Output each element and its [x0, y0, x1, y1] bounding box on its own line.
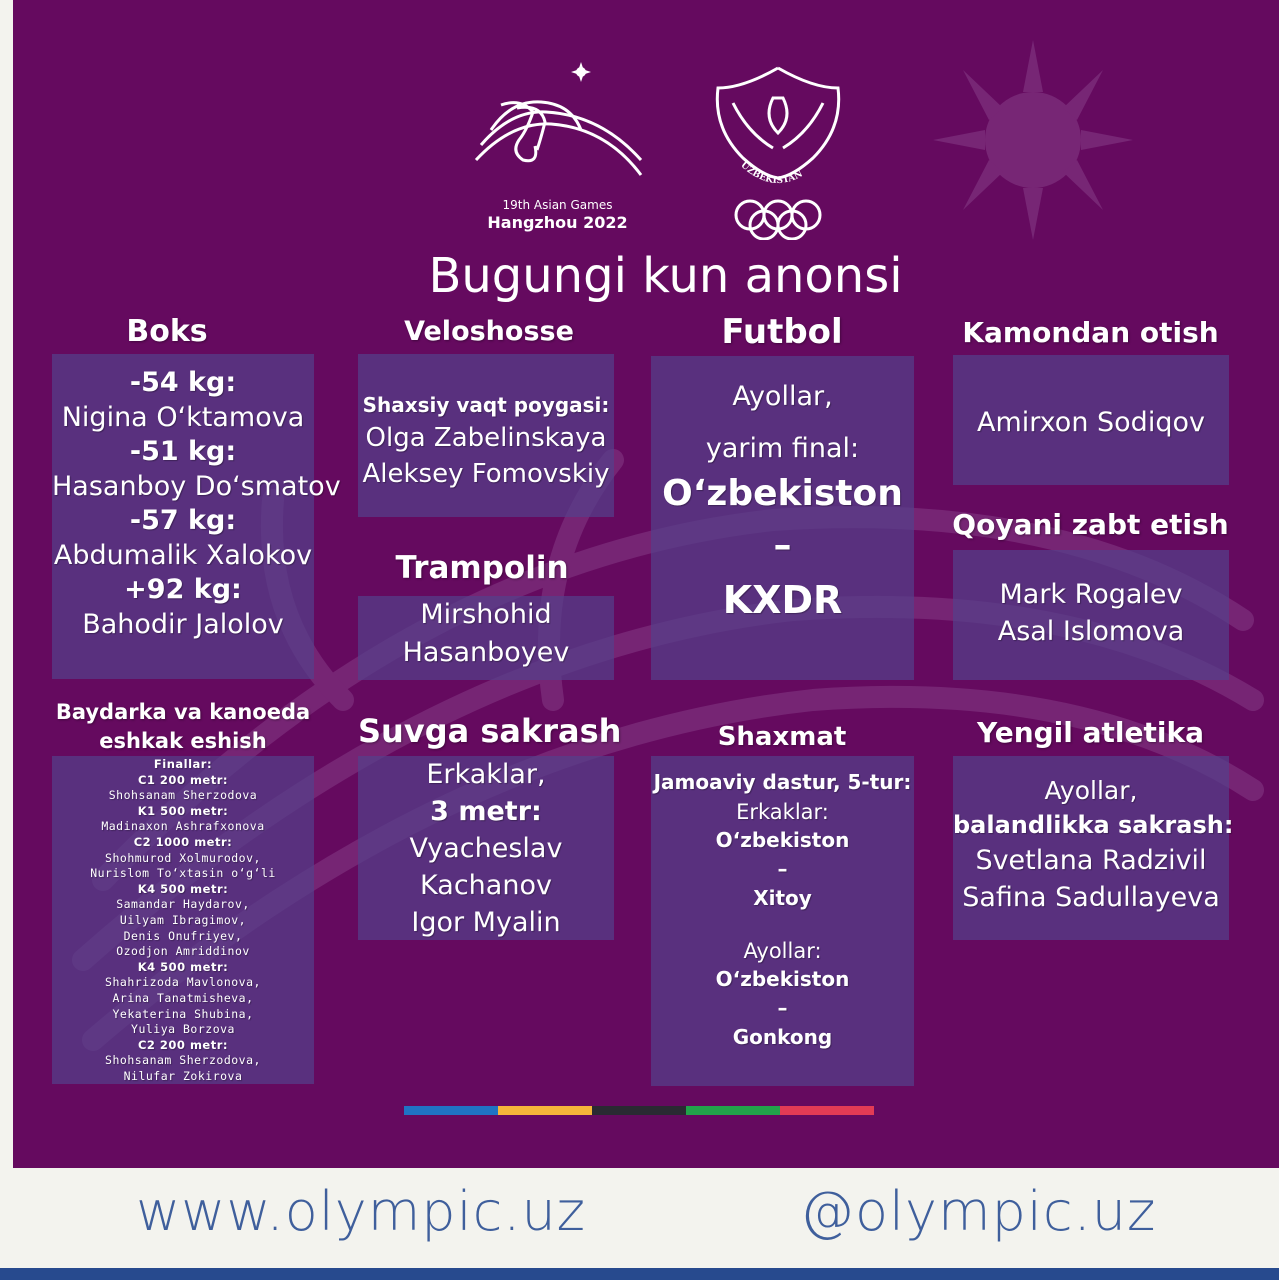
athlete-name: Bahodir Jalolov — [82, 608, 284, 640]
section-box-kamondan — [953, 355, 1229, 485]
athlete-name: Kachanov — [420, 870, 552, 901]
athlete-name: Denis Onufriyev, — [123, 928, 243, 943]
section-header-suvga: Suvga sakrash — [358, 712, 622, 750]
stripe-blue — [404, 1106, 498, 1115]
section-header-shaxmat: Shaxmat — [717, 722, 847, 752]
social-handle-link[interactable]: @olympic.uz — [800, 1180, 1157, 1243]
athlete-name: Yuliya Borzova — [131, 1022, 235, 1037]
athlete-name: Arina Tanatmisheva, — [112, 990, 254, 1005]
website-link[interactable]: www.olympic.uz — [136, 1180, 587, 1243]
athlete-name: Hasanboy Do‘smatov — [52, 470, 341, 502]
asian-games-host: Hangzhou 2022 — [487, 213, 628, 232]
asian-games-name: 19th Asian Games — [502, 198, 613, 212]
stripe-yellow — [498, 1106, 592, 1115]
section-header-futbol: Futbol — [721, 312, 843, 352]
uzbekistan-noc-logo-icon — [703, 58, 853, 240]
team-name: Xitoy — [753, 886, 812, 910]
team-name: Gonkong — [732, 1025, 833, 1049]
athlete-name: Yekaterina Shubina, — [112, 1006, 254, 1021]
section-box-yengil — [953, 756, 1234, 940]
athlete-name: Hasanboyev — [402, 637, 570, 668]
footer-bar — [0, 1268, 1279, 1280]
event-label: Finallar: — [153, 757, 213, 771]
section-box-trampolin — [358, 596, 614, 680]
event-label: K4 500 metr: — [137, 881, 229, 896]
athlete-name: Igor Myalin — [411, 907, 561, 938]
weight-class: +92 kg: — [124, 574, 242, 605]
category-label: Erkaklar, — [426, 759, 546, 790]
event-label: balandlikka sakrash: — [953, 811, 1234, 839]
athlete-name: Vyacheslav — [409, 833, 563, 864]
athlete-name: Mirshohid — [420, 599, 552, 630]
athlete-name: Shohmurod Xolmurodov, — [105, 850, 261, 865]
page-title: Bugungi kun anonsi — [428, 248, 903, 304]
stripe-black — [592, 1106, 686, 1115]
section-box-futbol — [651, 356, 914, 680]
section-header-line: eshkak eshish — [99, 729, 267, 753]
athlete-name: Asal Islomova — [997, 616, 1185, 647]
category-label: Erkaklar: — [736, 800, 829, 824]
versus-dash: – — [777, 857, 788, 881]
section-box-qoyani — [953, 550, 1229, 680]
section-box-suvga — [358, 756, 614, 940]
athlete-name: Svetlana Radzivil — [975, 845, 1207, 876]
section-header-trampolin: Trampolin — [395, 550, 569, 586]
noc-logo-text: UZBEKISTAN — [738, 160, 805, 187]
versus-dash: – — [773, 525, 792, 566]
athlete-name: Ozodjon Amriddinov — [116, 944, 250, 959]
poster-background — [13, 0, 1279, 1168]
weight-class: -57 kg: — [129, 505, 237, 536]
stripe-green — [686, 1106, 780, 1115]
athlete-name: Nurislom To‘xtasin o‘g‘li — [90, 866, 276, 881]
team-name: O‘zbekiston — [715, 967, 850, 991]
athlete-name: Mark Rogalev — [999, 579, 1183, 610]
event-label: C1 200 metr: — [137, 772, 228, 787]
weight-class: -54 kg: — [129, 367, 237, 398]
weight-class: -51 kg: — [129, 436, 237, 467]
event-label: K1 500 metr: — [137, 803, 229, 818]
athlete-name: Shahrizoda Mavlonova, — [105, 975, 261, 990]
athlete-name: Abdumalik Xalokov — [53, 539, 313, 571]
athlete-name: Amirxon Sodiqov — [977, 407, 1205, 438]
athlete-name: Shohsanam Sherzodova — [108, 788, 258, 803]
section-box-shaxmat — [651, 756, 914, 1086]
athlete-name: Samandar Haydarov, — [116, 897, 250, 912]
section-header-qoyani: Qoyani zabt etish — [952, 508, 1229, 541]
section-header-yengil: Yengil atletika — [977, 716, 1204, 749]
athlete-name: Madinaxon Ashrafxonova — [101, 819, 265, 834]
team-name: KXDR — [722, 578, 843, 622]
category-label: Ayollar: — [743, 939, 822, 963]
event-label: C2 1000 metr: — [133, 834, 233, 849]
event-label: Shaxsiy vaqt poygasi: — [362, 393, 610, 417]
athlete-name: Nigina O‘ktamova — [61, 401, 305, 433]
svg-text:UZBEKISTAN — [738, 160, 804, 186]
versus-dash: – — [777, 996, 788, 1020]
section-header-boks: Boks — [126, 314, 208, 349]
stage-label: yarim final: — [705, 433, 860, 464]
event-label: K4 500 metr: — [137, 959, 229, 974]
section-header-line: Baydarka va kanoeda — [55, 700, 311, 724]
stripe-red — [780, 1106, 874, 1115]
section-box-boks — [52, 354, 341, 679]
event-label: 3 metr: — [430, 796, 542, 827]
category-label: Ayollar, — [1044, 776, 1138, 805]
athlete-name: Olga Zabelinskaya — [365, 423, 607, 453]
section-header-kamondan: Kamondan otish — [962, 316, 1219, 349]
section-header-veloshosse: Veloshosse — [404, 316, 574, 347]
event-label: Jamoaviy dastur, 5-tur: — [653, 770, 912, 794]
team-name: O‘zbekiston — [715, 828, 850, 852]
athlete-name: Nilufar Zokirova — [123, 1068, 243, 1083]
section-header-baydarka — [43, 698, 323, 756]
athlete-name: Aleksey Fomovskiy — [362, 459, 610, 489]
team-name: O‘zbekiston — [662, 473, 903, 514]
section-box-baydarka — [52, 756, 314, 1084]
section-box-veloshosse — [358, 354, 614, 517]
athlete-name: Uilyam Ibragimov, — [119, 912, 247, 927]
event-label: C2 200 metr: — [137, 1037, 228, 1052]
category-label: Ayollar, — [732, 381, 833, 412]
sun-decoration-icon — [933, 40, 1133, 240]
athlete-name: Shohsanam Sherzodova, — [105, 1053, 261, 1068]
athlete-name: Safina Sadullayeva — [962, 882, 1220, 913]
